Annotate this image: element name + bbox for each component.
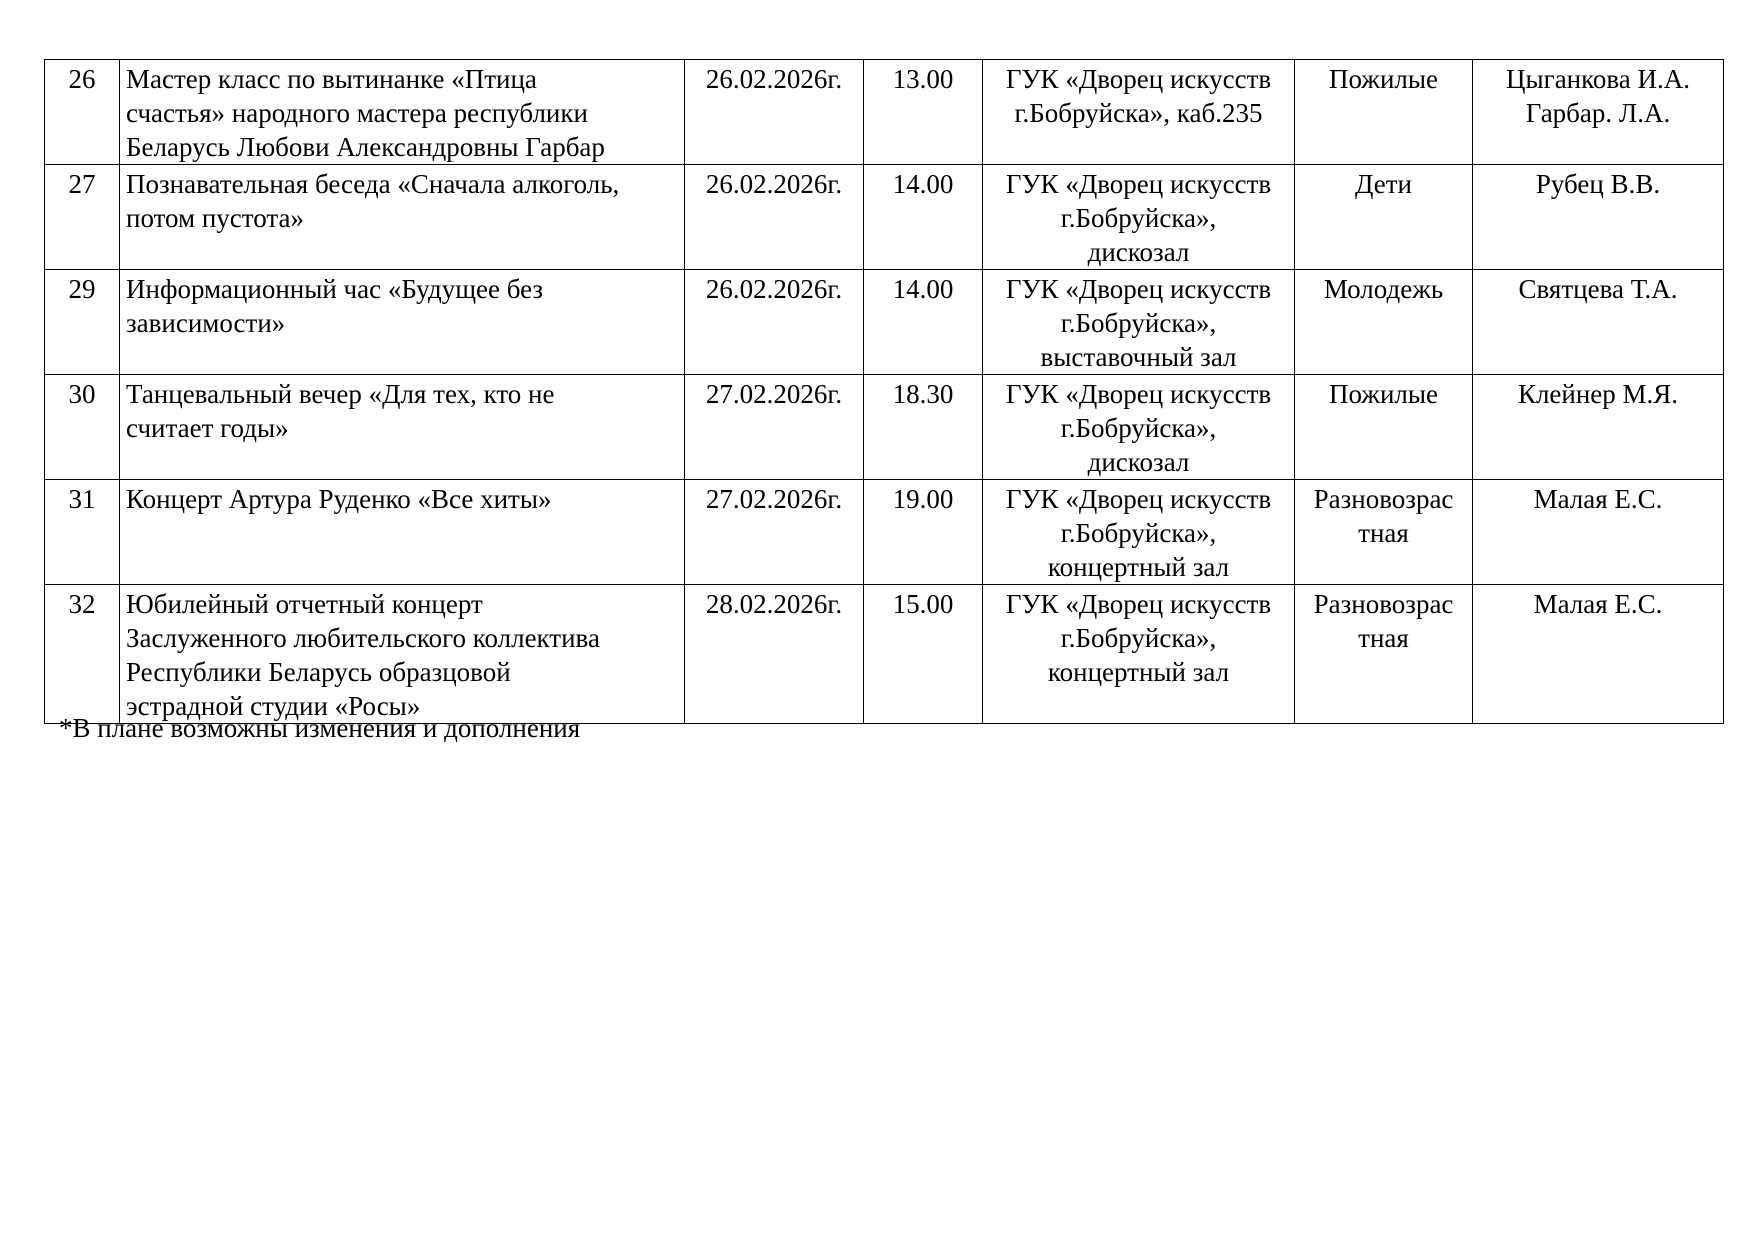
table-row — [45, 165, 1724, 270]
cell-audience-line: Молодежь — [1323, 274, 1444, 304]
cell-place-line: г.Бобруйска», — [1060, 623, 1217, 653]
cell-responsible-line: Святцева Т.А. — [1518, 274, 1678, 304]
cell-audience — [1295, 480, 1473, 585]
cell-number: 32 — [45, 585, 120, 724]
cell-audience — [1295, 165, 1473, 270]
cell-place-line: концертный зал — [1047, 657, 1230, 687]
cell-place-line: ГУК «Дворец искусств — [1005, 589, 1272, 619]
cell-number: 29 — [45, 270, 120, 375]
cell-number: 31 — [45, 480, 120, 585]
cell-place-line: г.Бобруйска», — [1060, 518, 1217, 548]
cell-event-title — [120, 270, 685, 375]
cell-responsible-line: Гарбар. Л.А. — [1525, 98, 1671, 128]
cell-event-title-line: Заслуженного любительского коллектива — [126, 623, 600, 653]
cell-event-title — [120, 60, 685, 165]
cell-responsible-line: Цыганкова И.А. — [1505, 64, 1691, 94]
cell-place — [983, 585, 1295, 724]
cell-place-line: концертный зал — [1047, 552, 1230, 582]
cell-event-title-line: Информационный час «Будущее без — [126, 274, 544, 304]
cell-responsible — [1473, 270, 1724, 375]
cell-audience — [1295, 375, 1473, 480]
cell-date: 27.02.2026г. — [685, 375, 864, 480]
cell-responsible-line: Малая Е.С. — [1533, 589, 1663, 619]
cell-event-title-line: потом пустота» — [126, 203, 304, 233]
cell-place-line: г.Бобруйска», — [1060, 413, 1217, 443]
cell-audience-line: тная — [1358, 623, 1409, 653]
cell-event-title-line: эстрадной студии «Росы» — [126, 691, 421, 721]
cell-time: 15.00 — [864, 585, 983, 724]
cell-number: 27 — [45, 165, 120, 270]
cell-event-title — [120, 165, 685, 270]
cell-date: 27.02.2026г. — [685, 480, 864, 585]
cell-event-title-line: Юбилейный отчетный концерт — [126, 589, 483, 619]
cell-time: 18.30 — [864, 375, 983, 480]
cell-place-line: дискозал — [1087, 447, 1190, 477]
cell-date: 26.02.2026г. — [685, 165, 864, 270]
cell-place-line: ГУК «Дворец искусств — [1005, 379, 1272, 409]
cell-place-line: ГУК «Дворец искусств — [1005, 169, 1272, 199]
events-plan-table — [44, 59, 1724, 724]
cell-event-title-line: считает годы» — [126, 413, 289, 443]
table-row — [45, 270, 1724, 375]
cell-number: 30 — [45, 375, 120, 480]
cell-place — [983, 165, 1295, 270]
cell-event-title-line: Республики Беларусь образцовой — [126, 657, 511, 687]
cell-event-title-line: Танцевальный вечер «Для тех, кто не — [126, 379, 555, 409]
cell-responsible — [1473, 585, 1724, 724]
cell-number: 26 — [45, 60, 120, 165]
cell-time: 14.00 — [864, 270, 983, 375]
cell-time: 14.00 — [864, 165, 983, 270]
footnote: *В плане возможны изменения и дополнения — [59, 713, 581, 743]
cell-audience-line: Пожилые — [1328, 64, 1439, 94]
cell-event-title — [120, 585, 685, 724]
events-plan-body — [45, 60, 1724, 724]
cell-audience — [1295, 60, 1473, 165]
cell-place — [983, 375, 1295, 480]
table-row — [45, 480, 1724, 585]
cell-event-title — [120, 480, 685, 585]
cell-place-line: г.Бобруйска», — [1060, 203, 1217, 233]
cell-audience-line: Разновозрас — [1313, 484, 1454, 514]
cell-time: 19.00 — [864, 480, 983, 585]
cell-event-title-line: зависимости» — [126, 308, 286, 338]
cell-place-line: г.Бобруйска», — [1060, 308, 1217, 338]
cell-audience-line: Дети — [1355, 169, 1412, 199]
cell-place-line: г.Бобруйска», каб.235 — [1014, 98, 1263, 128]
cell-place-line: дискозал — [1087, 237, 1190, 267]
cell-place-line: выставочный зал — [1040, 342, 1237, 372]
cell-time: 13.00 — [864, 60, 983, 165]
cell-place — [983, 270, 1295, 375]
cell-place — [983, 60, 1295, 165]
cell-responsible — [1473, 375, 1724, 480]
table-row — [45, 60, 1724, 165]
cell-audience — [1295, 585, 1473, 724]
cell-responsible-line: Клейнер М.Я. — [1517, 379, 1679, 409]
cell-responsible — [1473, 480, 1724, 585]
cell-responsible — [1473, 60, 1724, 165]
table-row — [45, 375, 1724, 480]
table-row — [45, 585, 1724, 724]
cell-event-title-line: Концерт Артура Руденко «Все хиты» — [126, 484, 552, 514]
cell-audience-line: Пожилые — [1328, 379, 1439, 409]
cell-responsible-line: Малая Е.С. — [1533, 484, 1663, 514]
cell-event-title-line: счастья» народного мастера республики — [126, 98, 588, 128]
cell-place-line: ГУК «Дворец искусств — [1005, 64, 1272, 94]
cell-date: 26.02.2026г. — [685, 60, 864, 165]
cell-audience — [1295, 270, 1473, 375]
cell-event-title-line: Познавательная беседа «Сначала алкоголь, — [126, 169, 620, 199]
cell-event-title — [120, 375, 685, 480]
cell-date: 26.02.2026г. — [685, 270, 864, 375]
cell-date: 28.02.2026г. — [685, 585, 864, 724]
cell-responsible — [1473, 165, 1724, 270]
cell-event-title-line: Мастер класс по вытинанке «Птица — [126, 64, 537, 94]
cell-place — [983, 480, 1295, 585]
cell-audience-line: Разновозрас — [1313, 589, 1454, 619]
cell-place-line: ГУК «Дворец искусств — [1005, 274, 1272, 304]
cell-audience-line: тная — [1358, 518, 1409, 548]
cell-event-title-line: Беларусь Любови Александровны Гарбар — [126, 132, 605, 162]
cell-place-line: ГУК «Дворец искусств — [1005, 484, 1272, 514]
cell-responsible-line: Рубец В.В. — [1535, 169, 1661, 199]
